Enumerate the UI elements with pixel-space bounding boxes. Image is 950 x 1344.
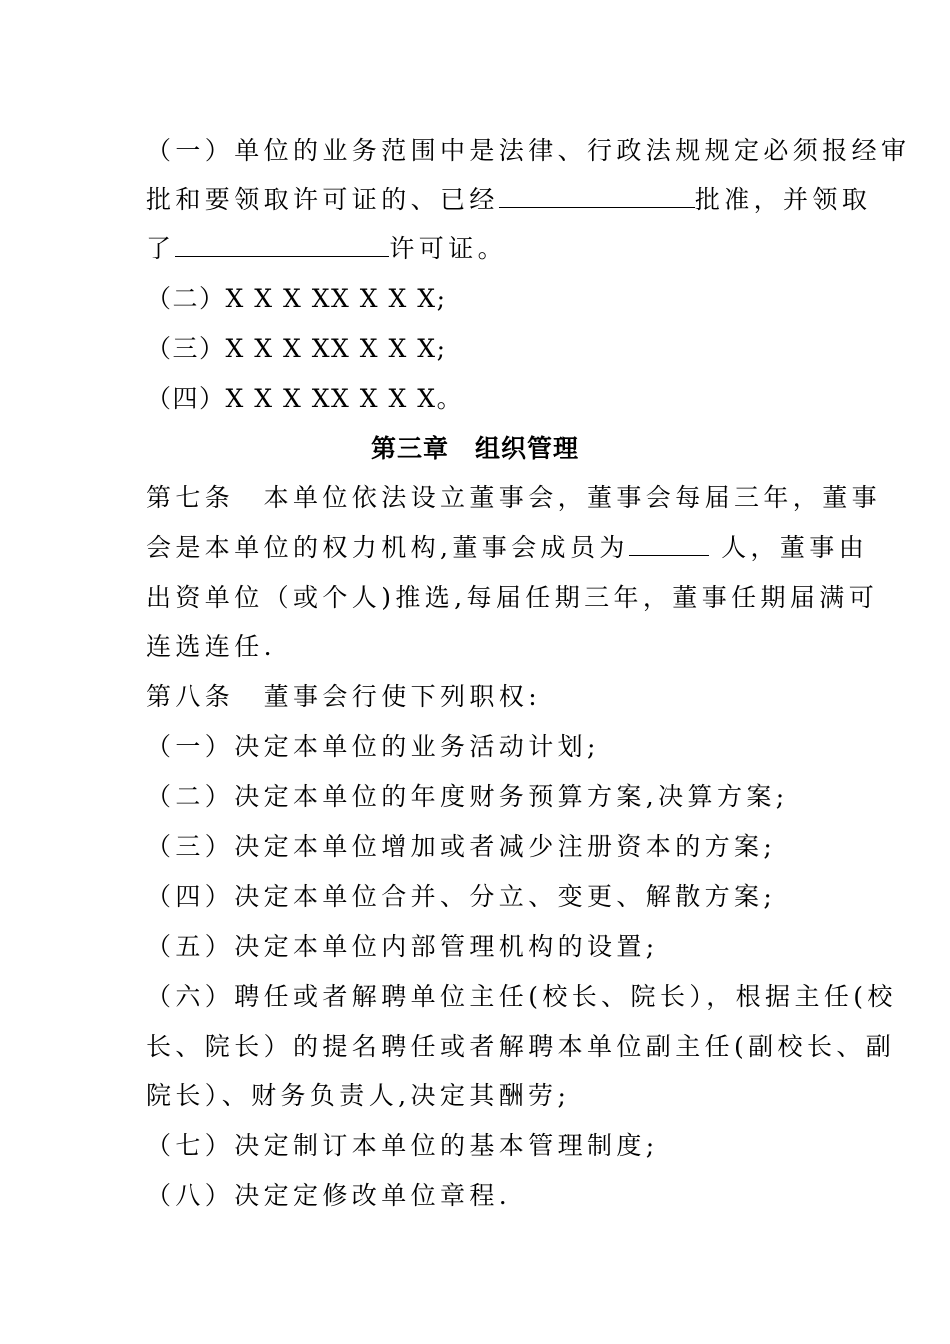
article-8-item-1: （一）决定本单位的业务活动计划; — [146, 732, 600, 761]
article-8-item-6-line-1: （六）聘任或者解聘单位主任(校长、院长），根据主任(校 — [146, 982, 897, 1011]
section-one-item-1-line-2 — [146, 185, 872, 215]
paragraph-text: 批准，并领取 — [694, 185, 872, 214]
section-one-item-2: （二）X X X XX X X X; — [146, 284, 447, 313]
license-name-blank[interactable] — [175, 234, 389, 257]
paragraph-text: 批和要领取许可证的、已经 — [146, 185, 499, 214]
article-8-item-8: （八）决定定修改单位章程. — [146, 1181, 512, 1210]
board-member-count-blank[interactable] — [629, 533, 709, 556]
paragraph-text: 许可证。 — [389, 234, 508, 263]
article-8-intro: 第八条 董事会行使下列职权: — [146, 682, 542, 711]
chapter-title: 第三章 组织管理 — [370, 434, 579, 463]
section-one-item-1-line-1 — [146, 136, 911, 166]
article-8-item-6-line-3: 院长）、财务负责人,决定其酬劳; — [146, 1081, 571, 1110]
article-8-item-3: （三）决定本单位增加或者减少注册资本的方案; — [146, 832, 777, 861]
article-8-item-7: （七）决定制订本单位的基本管理制度; — [146, 1131, 659, 1160]
article-8-item-2: （二）决定本单位的年度财务预算方案,决算方案; — [146, 782, 789, 811]
article-7-line-1: 第七条 本单位依法设立董事会，董事会每届三年，董事 — [146, 483, 882, 512]
approval-authority-blank[interactable] — [499, 185, 695, 208]
article-7-line-3: 出资单位（或个人)推选,每届任期三年，董事任期届满可 — [146, 583, 879, 612]
paragraph-text: 人，董事由 — [708, 533, 869, 562]
paragraph-text: 会是本单位的权力机构,董事会成员为 — [146, 533, 629, 562]
article-8-item-4: （四）决定本单位合并、分立、变更、解散方案; — [146, 882, 777, 911]
article-8-item-5: （五）决定本单位内部管理机构的设置; — [146, 932, 659, 961]
article-7-line-4: 连选连任. — [146, 632, 276, 661]
section-one-item-1-line-3 — [146, 234, 811, 264]
section-one-item-3: （三）X X X XX X X X; — [146, 334, 447, 363]
paragraph-text: （一）单位的业务范围中是法律、行政法规规定必须报经审 — [146, 136, 911, 165]
article-7-line-2 — [146, 533, 869, 563]
section-one-item-4: （四）X X X XX X X X。 — [146, 384, 464, 413]
paragraph-text: 了 — [146, 234, 176, 263]
article-8-item-6-line-2: 长、院长）的提名聘任或者解聘本单位副主任(副校长、副 — [146, 1032, 896, 1061]
